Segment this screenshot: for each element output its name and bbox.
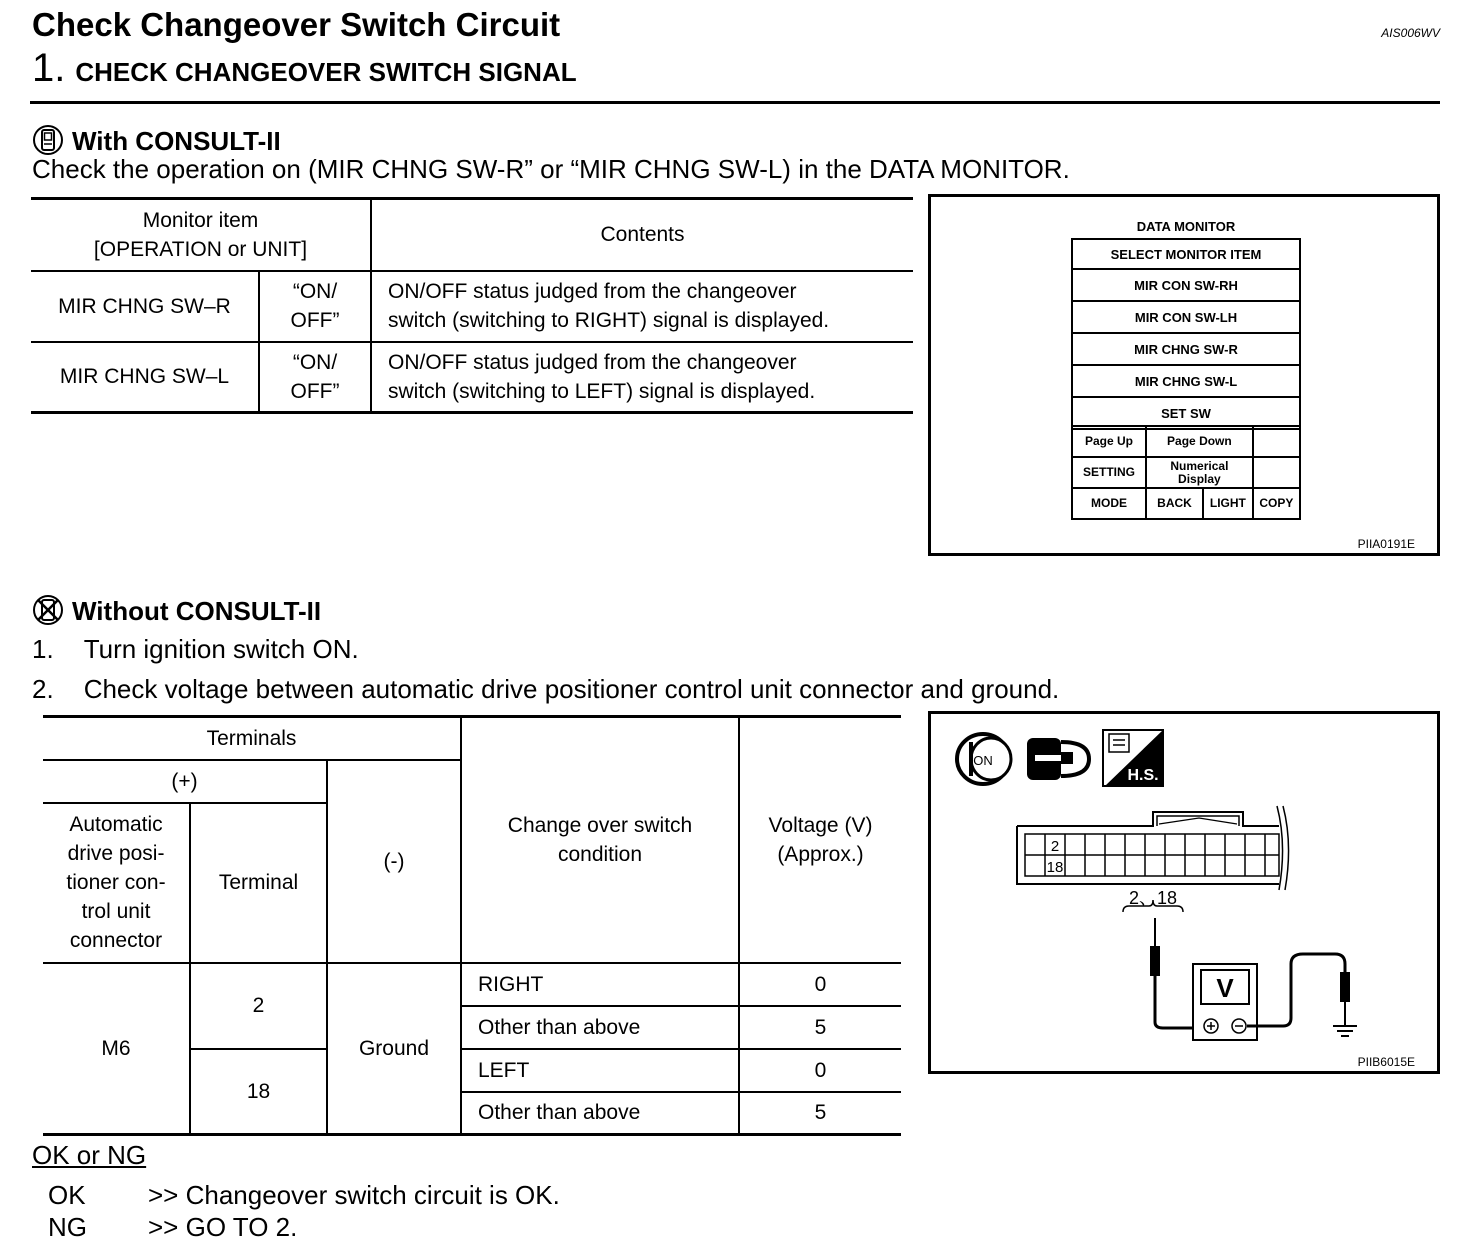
voltage-cell: 5 <box>814 1015 827 1039</box>
ground-icon <box>1333 1026 1357 1036</box>
harness-side-icon <box>1103 730 1163 786</box>
connector-cell: M6 <box>43 963 190 1135</box>
voltage-header <box>739 717 901 963</box>
consult-instruction: Check the operation on (MIR CHNG SW-R” or “MIR CHNG SW-L) in the DATA MONITOR. <box>32 154 1070 184</box>
monitor-item-option[interactable]: MIR CHNG SW-L <box>1072 365 1300 397</box>
monitor-item-option[interactable]: MIR CON SW-LH <box>1072 301 1300 333</box>
condition-cell: Other than above <box>461 1006 739 1049</box>
on-label: ON <box>973 753 993 768</box>
unit-line1: “ON/ <box>292 280 338 303</box>
select-monitor-item-header: SELECT MONITOR ITEM <box>1072 239 1300 269</box>
contents-line2: switch (switching to RIGHT) signal is displayed. <box>388 309 830 332</box>
without-consult-heading-text: Without CONSULT-II <box>72 596 322 626</box>
terminal-header: Terminal <box>190 803 327 963</box>
unit-line2: OFF” <box>290 379 340 403</box>
data-monitor-figure <box>928 194 1440 556</box>
step-title: CHECK CHANGEOVER SWITCH SIGNAL <box>75 57 577 87</box>
monitor-item-name: MIR CHNG SW–L <box>31 342 259 413</box>
step-1-text: Turn ignition switch ON. <box>83 634 359 664</box>
page-down-button[interactable]: Page Down <box>1146 426 1253 457</box>
pin-18-label: 18 <box>1046 859 1064 876</box>
ignition-on-icon <box>957 734 1011 784</box>
probe-pins-label: 2、18 <box>1128 888 1178 908</box>
monitor-item-name: MIR CHNG SW–R <box>31 271 259 342</box>
connector-header-line: tioner con- <box>66 871 166 894</box>
step-2 <box>32 674 1059 705</box>
monitor-item-header <box>31 199 371 271</box>
connector-header-line: connector <box>69 929 163 952</box>
ground-cell: Ground <box>327 963 461 1135</box>
ng-label: NG <box>48 1212 87 1242</box>
monitor-item-contents <box>371 342 913 413</box>
connector-header-line: drive posi- <box>67 842 165 865</box>
ng-text: >> GO TO 2. <box>148 1212 298 1242</box>
step-1 <box>32 634 359 665</box>
voltage-cell: 0 <box>814 972 827 996</box>
data-monitor-item-list <box>1071 238 1301 430</box>
condition-cell: Other than above <box>461 1092 739 1135</box>
table-row <box>31 271 913 342</box>
numerical-line2: Display <box>1178 471 1221 486</box>
step-2-text: Check voltage between automatic drive positioner control unit connector and ground. <box>83 674 1060 704</box>
condition-header <box>461 717 739 963</box>
connector-m6 <box>1017 806 1289 890</box>
monitor-item-unit <box>259 271 371 342</box>
consult-tool-icon <box>32 124 64 156</box>
plus-header: (+) <box>43 760 327 803</box>
ok-ng-title: OK or NG <box>32 1140 147 1170</box>
step-1-number: 1. <box>32 634 54 664</box>
numerical-display-button[interactable] <box>1146 457 1253 488</box>
step-heading <box>32 46 577 91</box>
table-row <box>31 342 913 413</box>
monitor-item-header-line1: Monitor item <box>142 208 259 232</box>
consult-heading <box>32 124 281 157</box>
connector-icon <box>1027 738 1089 780</box>
numerical-line1: Numerical <box>1170 458 1229 473</box>
table-row <box>43 963 901 1006</box>
ok-label: OK <box>48 1180 86 1210</box>
empty-button-slot <box>1253 426 1300 457</box>
pin-2-label: 2 <box>1050 838 1060 855</box>
minus-header: (-) <box>327 760 461 963</box>
data-monitor-title: DATA MONITOR <box>1136 219 1236 234</box>
monitor-item-option[interactable]: SET SW <box>1072 397 1300 429</box>
voltage-header-line2: (Approx.) <box>777 842 864 866</box>
terminals-header: Terminals <box>43 717 461 760</box>
voltmeter-icon <box>1193 964 1257 1040</box>
no-consult-tool-icon <box>32 594 64 626</box>
contents-header: Contents <box>600 223 685 247</box>
copy-button[interactable]: COPY <box>1253 488 1300 519</box>
doc-code: AIS006WV <box>1381 26 1440 40</box>
terminal-cell: 18 <box>190 1049 327 1135</box>
voltage-cell: 5 <box>814 1101 827 1125</box>
back-button[interactable]: BACK <box>1146 488 1203 519</box>
page-up-button[interactable]: Page Up <box>1072 426 1146 457</box>
light-button[interactable]: LIGHT <box>1203 488 1253 519</box>
circuit-diagram <box>931 714 1437 1071</box>
condition-cell: LEFT <box>461 1049 739 1092</box>
mode-button[interactable]: MODE <box>1072 488 1146 519</box>
step-2-number: 2. <box>32 674 54 704</box>
consult-heading-text: With CONSULT-II <box>72 126 281 156</box>
meter-label: V <box>1216 973 1234 1003</box>
voltage-check-table <box>43 715 901 1136</box>
ng-result <box>48 1212 297 1243</box>
connector-header-line: trol unit <box>81 900 151 923</box>
connector-header <box>43 803 190 963</box>
header-divider <box>30 101 1440 104</box>
figure-code: PIIA0191E <box>1357 537 1415 551</box>
circuit-figure <box>928 711 1440 1074</box>
negative-probe <box>1247 954 1350 1026</box>
page-title: Check Changeover Switch Circuit <box>32 6 561 43</box>
monitor-item-header-line2: [OPERATION or UNIT] <box>93 237 308 261</box>
empty-button-slot <box>1253 457 1300 488</box>
monitor-item-contents <box>371 271 913 342</box>
connector-header-line: Automatic <box>69 813 163 836</box>
ok-result <box>48 1180 560 1211</box>
hs-label: H.S. <box>1127 767 1159 784</box>
voltage-header-line1: Voltage (V) <box>768 813 873 837</box>
terminal-cell: 2 <box>190 963 327 1049</box>
unit-line1: “ON/ <box>292 350 338 374</box>
condition-header-line2: condition <box>557 842 643 866</box>
condition-cell: RIGHT <box>461 963 739 1006</box>
condition-header-line1: Change over switch <box>507 813 693 837</box>
contents-line2: switch (switching to LEFT) signal is displayed. <box>388 379 816 403</box>
contents-line1: ON/OFF status judged from the changeover <box>388 280 797 303</box>
step-number: 1. <box>32 46 66 90</box>
data-monitor-buttons <box>1071 425 1301 520</box>
monitor-item-table <box>31 197 913 414</box>
without-consult-heading <box>32 594 321 627</box>
voltage-cell: 0 <box>814 1058 827 1082</box>
monitor-item-unit <box>259 342 371 413</box>
contents-line1: ON/OFF status judged from the changeover <box>388 350 797 374</box>
monitor-item-option[interactable]: MIR CHNG SW-R <box>1072 333 1300 365</box>
setting-button[interactable]: SETTING <box>1072 457 1146 488</box>
figure-code: PIIB6015E <box>1357 1055 1415 1069</box>
ok-text: >> Changeover switch circuit is OK. <box>148 1180 560 1210</box>
monitor-item-option[interactable]: MIR CON SW-RH <box>1072 269 1300 301</box>
unit-line2: OFF” <box>290 309 340 332</box>
